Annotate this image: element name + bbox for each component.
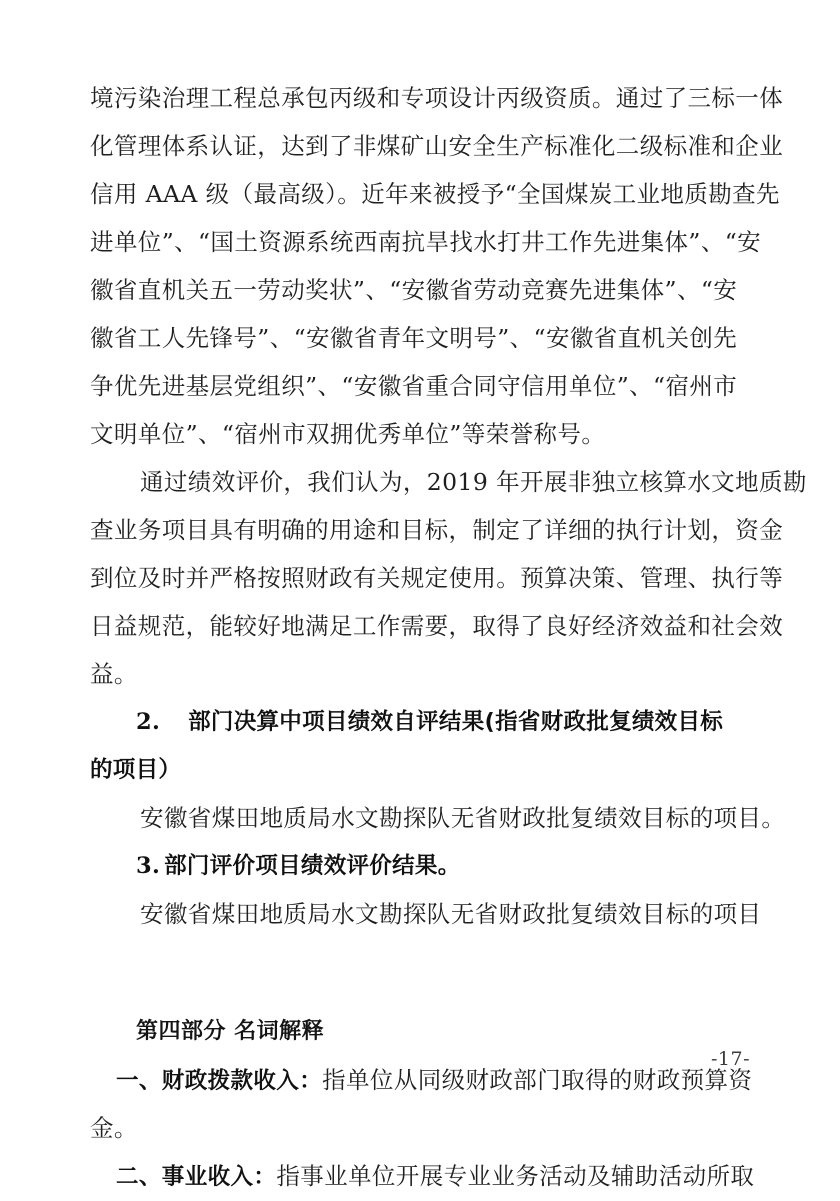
paragraph-line: 通过绩效评价，我们认为，2019 年开展非独立核算水文地质勘 (140, 468, 807, 496)
paragraph-line: 文明单位”、“宿州市双拥优秀单位”等荣誉称号。 (90, 420, 606, 448)
paragraph-line: 益。 (90, 660, 138, 688)
paragraph-line: 争优先进基层党组织”、“安徽省重合同守信用单位”、“宿州市 (90, 372, 738, 400)
heading-item-2-body: 安徽省煤田地质局水文勘探队无省财政批复绩效目标的项目。 (140, 804, 786, 832)
heading-item-3 (90, 842, 750, 890)
heading-item-2-number: 2. (136, 709, 161, 735)
heading-item-2-continuation: 的项目） (90, 757, 182, 783)
heading-item-2 (90, 698, 750, 746)
paragraph-line: 信用 AAA 级（最高级）。近年来被授予“全国煤炭工业地质勘查先 (90, 180, 780, 208)
paragraph-honors (90, 74, 784, 458)
vertical-spacer (90, 986, 750, 1008)
page-number: -17- (710, 1048, 750, 1070)
term-definition: 指单位从同级财政部门取得的财政预算资 (322, 1066, 753, 1094)
vertical-spacer (90, 938, 750, 986)
heading-item-2-text: 部门决算中项目绩效自评结果(指省财政批复绩效目标 (188, 709, 724, 735)
heading-item-3-body: 安徽省煤田地质局水文勘探队无省财政批复绩效目标的项目 (140, 900, 762, 928)
paragraph-line: 徽省工人先锋号”、“安徽省青年文明号”、“安徽省直机关创先 (90, 324, 738, 352)
paragraph-line: 到位及时并严格按照财政有关规定使用。预算决策、管理、执行等 (90, 564, 784, 592)
term-definition-continuation: 金。 (90, 1114, 138, 1142)
paragraph-evaluation (90, 458, 807, 698)
page-content (90, 74, 807, 1200)
paragraph-line: 日益规范，能较好地满足工作需要，取得了良好经济效益和社会效 (90, 612, 784, 640)
term-label: 一、财政拨款收入： (116, 1068, 323, 1094)
term-definition: 指事业单位开展专业业务活动及辅助活动所取 (276, 1162, 755, 1190)
section-heading-part-four: 第四部分 名词解释 (136, 1019, 325, 1044)
paragraph-line: 境污染治理工程总承包丙级和专项设计丙级资质。通过了三标一体 (90, 84, 784, 112)
heading-item-3-number: 3. (136, 853, 161, 879)
term-entry (90, 1152, 755, 1200)
term-label: 二、事业收入： (116, 1164, 277, 1190)
paragraph-line: 查业务项目具有明确的用途和目标，制定了详细的执行计划，资金 (90, 516, 784, 544)
paragraph-line: 化管理体系认证，达到了非煤矿山安全生产标准化二级标准和企业 (90, 132, 784, 160)
paragraph-line: 进单位”、“国土资源系统西南抗旱找水打井工作先进集体”、“安 (90, 228, 762, 256)
heading-item-3-text: 部门评价项目绩效评价结果。 (164, 853, 461, 879)
paragraph-line: 徽省直机关五一劳动奖状”、“安徽省劳动竞赛先进集体”、“安 (90, 276, 738, 304)
